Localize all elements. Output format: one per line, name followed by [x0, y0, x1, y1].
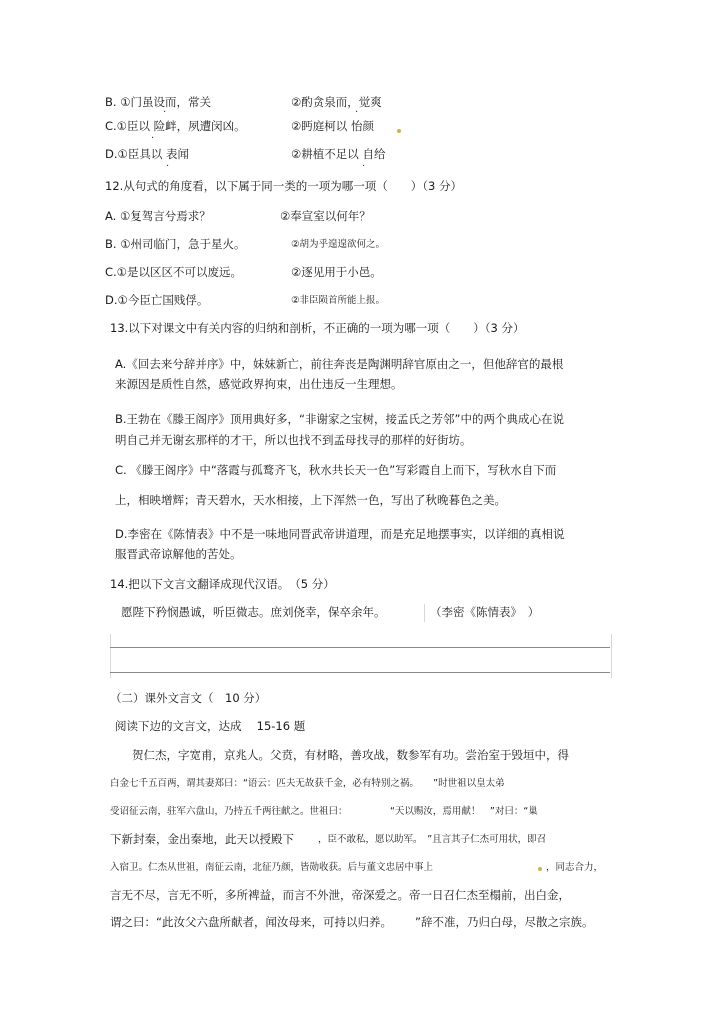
q12-option-b-second: ②胡为乎遑遑欲何之。	[291, 239, 386, 250]
q13-option-a-line1: A.《回去来兮辞并序》中，妹妹新亡，前往奔丧是陶渊明辞官原由之一，但他辞官的最根	[115, 357, 564, 371]
q13-stem: 13.以下对课文中有关内容的归纳和剖析，不正确的一项为哪一项（ ）（3 分）	[110, 321, 525, 335]
q13-option-c-line1: C. 《滕王阁序》中“落霞与孤鹜齐飞，秋水共长天一色”写彩霞自上而下，写秋水自下而	[115, 463, 557, 477]
q12-option-d-second: ②非臣陨首所能上报。	[291, 295, 386, 306]
section2-title: （二）课外文言文（ 10 分）	[110, 691, 267, 705]
passage-line-3b: “天以赐汝，焉用献！ ”对曰：“巢	[390, 806, 538, 817]
emphasis-dot: ·	[151, 133, 155, 144]
emphasis-dot: ·	[355, 107, 359, 118]
q13-option-b-line1: B.王勃在《滕王阁序》顶用典好多，“非谢家之宝树，接孟氏之芳邻”中的两个典成心在说	[115, 412, 564, 426]
q12-option-c-second: ②逐见用于小邑。	[291, 265, 382, 279]
passage-line-1: 贺仁杰，字宽甫，京兆人。父贲，有材略，善攻战，数参军有功。尝治室于毁垣中，得	[132, 748, 569, 762]
q11-option-d-second: ②耕植不足以 自给	[291, 147, 386, 161]
q14-source: （李密《陈情表》 ）	[430, 605, 540, 619]
q11-option-b-second: ②酌贪泉而，觉爽	[291, 95, 382, 109]
answer-line	[110, 672, 610, 673]
q13-option-a-line2: 来源因是质性自然，感觉政界拘束，出仕违反一生理想。	[115, 377, 403, 391]
q14-sentence: 愿陛下矜悯愚诚，听臣微志。庶刘侥幸，保卒余年。	[121, 605, 386, 619]
ink-speck	[397, 129, 401, 133]
q13-option-b-line2: 明自己并无谢玄那样的才干，所以也找不到孟母找寻的那样的好街坊。	[115, 433, 472, 447]
answer-line	[110, 647, 610, 648]
passage-line-7b: ”辞不准，乃归白母，尽散之宗族。	[415, 915, 594, 929]
emphasis-dot: ·	[163, 107, 167, 118]
emphasis-dot: ·	[166, 161, 170, 172]
q14-cell-divider	[424, 604, 425, 622]
passage-line-6: 言无不尽，言无不听，多所裨益，而言不外泄，帝深爱之。帝一日召仁杰至榻前，出白金，	[110, 888, 570, 902]
q13-option-c-line2: 上，相映增辉；青天碧水，天水相接，上下浑然一色，写出了秋晚暮色之美。	[115, 493, 506, 507]
passage-line-2: 白金七千五百两，谓其妻郑曰：“语云：匹夫无故获千金，必有特别之祸。 ”时世祖以皇太弟	[110, 778, 505, 789]
q11-option-d: D.①臣具以 表闻	[105, 147, 189, 161]
q11-option-c: C.①臣以 险衅，夙遭闵凶。	[105, 119, 246, 133]
passage-line-4a: 下新封秦，金出秦地，此天以授殿下	[110, 832, 294, 846]
section2-instruction: 阅读下边的文言文，达成 15-16 题	[115, 719, 306, 733]
q11-option-c-second: ②眄庭柯以 怡颜	[291, 119, 374, 133]
q12-option-d: D.①今臣亡国贱俘。	[105, 293, 209, 307]
passage-line-7a: 谓之曰：“此汝父六盘所献者，闻汝母来，可持以归养。	[110, 915, 392, 929]
q12-option-c: C.①是以区区不可以废远。	[105, 265, 242, 279]
ink-speck	[538, 867, 542, 871]
passage-line-5b: ，同志合力，	[546, 862, 604, 873]
q14-stem: 14.把以下文言文翻译成现代汉语。 （5 分）	[110, 577, 335, 591]
passage-line-5a: 入宿卫。仁杰从世祖，南征云南，北征乃颜，皆勋收获。后与董文忠居中事上	[110, 862, 434, 873]
answer-box-right-edge	[611, 634, 612, 678]
q12-stem: 12.从句式的角度看，以下属于同一类的一项为哪一项（ ）（3 分）	[105, 179, 463, 193]
emphasis-dot: ·	[362, 161, 366, 172]
q12-option-a: A. ①复驾言兮焉求？	[105, 209, 211, 223]
q11-option-b: B. ①门虽设而，常关	[105, 95, 212, 109]
passage-line-3a: 受诏征云南，驻军六盘山，乃持五千两往献之。世祖曰：	[110, 806, 348, 817]
q12-option-b: B. ①州司临门，急于星火。	[105, 237, 246, 251]
q12-option-a-second: ②奉宣室以何年？	[280, 209, 371, 223]
q13-option-d-line2: 服晋武帝谅解他的苦处。	[115, 547, 242, 561]
q13-option-d-line1: D.李密在《陈情表》中不是一味地同晋武帝讲道理，而是充足地摆事实，以详细的真相说	[115, 527, 565, 541]
passage-line-4b: ，臣不敢私，愿以助军。 ”且言其子仁杰可用状，即召	[318, 834, 547, 845]
